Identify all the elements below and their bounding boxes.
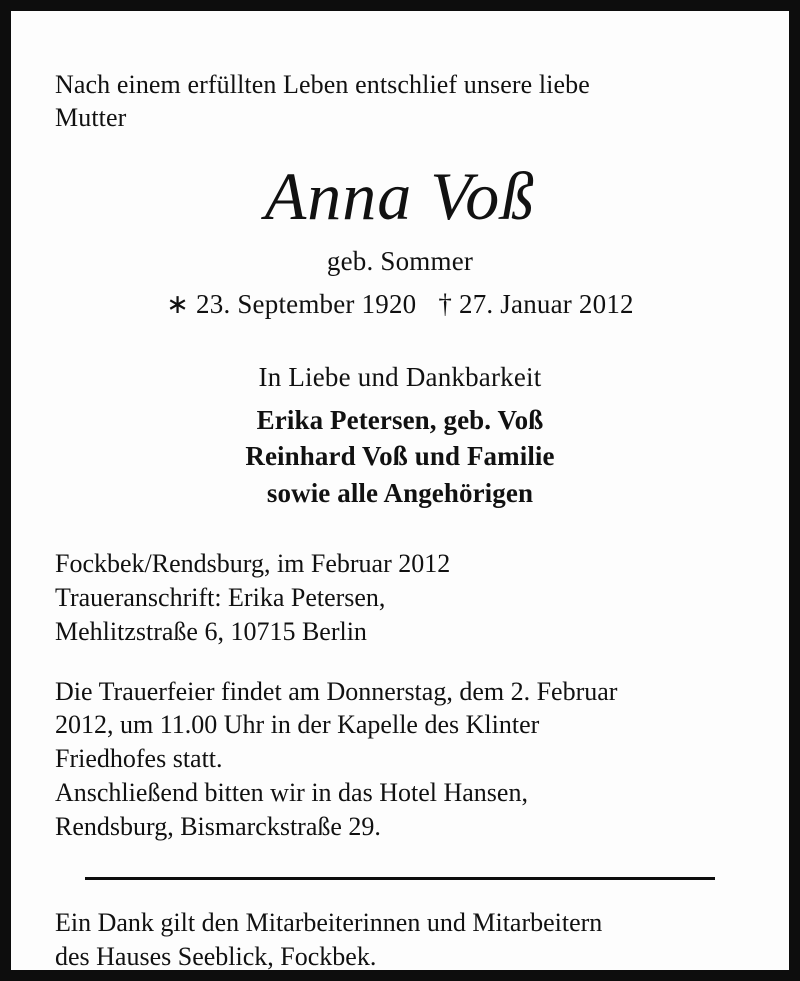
address-line-3: Mehlitzstraße 6, 10715 Berlin — [55, 616, 367, 646]
tribute-line: In Liebe und Dankbarkeit — [258, 361, 542, 392]
life-dates — [55, 289, 745, 320]
birth-date: ∗ 23. September 1920 — [166, 288, 417, 319]
mourner-line-2: Reinhard Voß und Familie — [245, 441, 555, 472]
maiden-name: geb. Sommer — [326, 245, 474, 276]
tribute-block — [55, 360, 745, 511]
service-details — [55, 675, 745, 844]
name-block — [55, 157, 745, 320]
service-line-3: Friedhofes statt. — [55, 744, 223, 774]
thanks-line-1: Ein Dank gilt den Mitarbeiterinnen und Mitarbeitern — [55, 908, 603, 938]
intro-line-1: Nach einem erfüllten Leben entschlief unsere liebe — [55, 70, 590, 99]
intro-line-2: Mutter — [55, 102, 127, 132]
mourner-line-1: Erika Petersen, geb. Voß — [256, 404, 544, 435]
service-line-5: Rendsburg, Bismarckstraße 29. — [55, 811, 381, 841]
address-block — [55, 547, 745, 648]
service-line-1: Die Trauerfeier findet am Donnerstag, dem 2. Februar — [55, 676, 618, 706]
thanks-block — [55, 906, 745, 974]
address-line-1: Fockbek/Rendsburg, im Februar 2012 — [55, 549, 451, 579]
deceased-name: Anna Voß — [264, 157, 536, 234]
address-line-2: Traueranschrift: Erika Petersen, — [55, 582, 386, 612]
service-line-2: 2012, um 11.00 Uhr in der Kapelle des Klinter — [55, 710, 540, 740]
death-date: † 27. Januar 2012 — [438, 288, 634, 319]
divider-rule — [85, 877, 715, 880]
service-line-4: Anschließend bitten wir in das Hotel Hansen, — [55, 777, 528, 807]
thanks-line-2: des Hauses Seeblick, Fockbek. — [55, 942, 377, 972]
mourners-list — [55, 402, 745, 511]
mourner-line-3: sowie alle Angehörigen — [266, 477, 534, 508]
intro-text — [55, 69, 745, 135]
